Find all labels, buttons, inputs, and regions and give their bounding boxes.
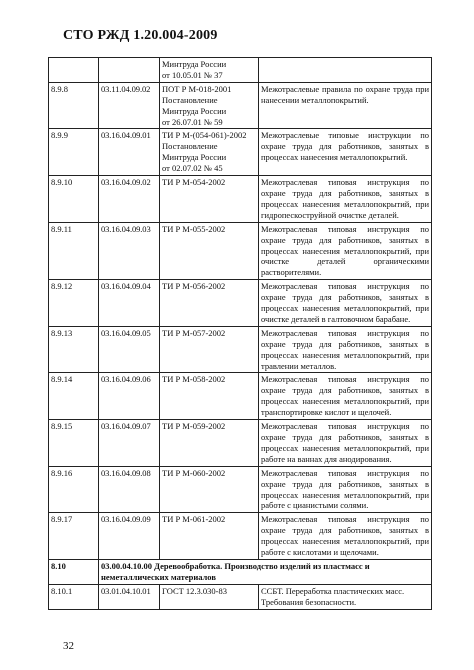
- table-row: [49, 326, 432, 373]
- document-designation: ПОТ Р М-018-2001 Постановление Минтруда России от 26.07.01 № 59: [160, 82, 259, 129]
- page-number: 32: [63, 640, 74, 652]
- item-code: 03.11.04.09.02: [99, 82, 160, 129]
- table-row: [49, 176, 432, 223]
- document-title: Межотраслевая типовая инструкция по охране труда для работников, занятых в процессах нанесения металлопокрытий, при гидропескоструйной очистке деталей.: [259, 176, 432, 223]
- item-number: 8.9.14: [49, 373, 99, 420]
- document-title: Межотраслевая типовая инструкция по охране труда для работников, занятых в процессах нанесения металлопокрытий, при очистке деталей органическими растворителями.: [259, 222, 432, 280]
- item-code: 03.16.04.09.03: [99, 222, 160, 280]
- document-designation: ТИ Р М-061-2002: [160, 513, 259, 560]
- document-title: Межотраслевая типовая инструкция по охране труда для работников, занятых в процессах нанесения металлопокрытий, при транспортировке кислот и щелочей.: [259, 373, 432, 420]
- item-number: 8.9.13: [49, 326, 99, 373]
- item-code: 03.16.04.09.04: [99, 280, 160, 327]
- table-row: [49, 129, 432, 176]
- document-title: Межотраслевые правила по охране труда при нанесении металлопокрытий.: [259, 82, 432, 129]
- table-row: [49, 58, 432, 83]
- item-code: 03.16.04.09.08: [99, 466, 160, 513]
- item-number: 8.9.9: [49, 129, 99, 176]
- document-designation: ТИ Р М-055-2002: [160, 222, 259, 280]
- item-number: 8.9.17: [49, 513, 99, 560]
- item-code: 03.16.04.09.01: [99, 129, 160, 176]
- table-row: [49, 373, 432, 420]
- document-title: Межотраслевая типовая инструкция по охране труда для работников, занятых в процессах нанесения металлопокрытий, при работе с кислотами и щелочами.: [259, 513, 432, 560]
- item-number: 8.9.10: [49, 176, 99, 223]
- table-row: [49, 466, 432, 513]
- item-code: [99, 58, 160, 83]
- document-designation: ТИ Р М-054-2002: [160, 176, 259, 223]
- document-designation: ТИ Р М-060-2002: [160, 466, 259, 513]
- document-designation: ТИ Р М-(054-061)-2002 Постановление Минтруда России от 02.07.02 № 45: [160, 129, 259, 176]
- table-row: [49, 82, 432, 129]
- document-title: Межотраслевая типовая инструкция по охране труда для работников, занятых в процессах нанесения металлопокрытий, при травлении металлов.: [259, 326, 432, 373]
- table-row: [49, 280, 432, 327]
- document-designation: ТИ Р М-057-2002: [160, 326, 259, 373]
- item-code: 03.16.04.09.06: [99, 373, 160, 420]
- item-number: 8.9.15: [49, 420, 99, 467]
- item-number: 8.9.16: [49, 466, 99, 513]
- document-title: ССБТ. Переработка пластических масс. Требования безопасности.: [259, 584, 432, 609]
- document-title: [259, 58, 432, 83]
- item-number: 8.10.1: [49, 584, 99, 609]
- item-code: 03.16.04.09.02: [99, 176, 160, 223]
- section-number: 8.10: [49, 559, 99, 584]
- item-code: 03.16.04.09.05: [99, 326, 160, 373]
- document-designation: Минтруда России от 10.05.01 № 37: [160, 58, 259, 83]
- item-code: 03.16.04.09.09: [99, 513, 160, 560]
- document-title: Межотраслевые типовые инструкции по охране труда для работников, занятых в процессах нанесения металлопокрытий.: [259, 129, 432, 176]
- document-title: Межотраслевая типовая инструкция по охране труда для работников, занятых в процессах нанесения металлопокрытий, при работе с цианистыми солями.: [259, 466, 432, 513]
- document-designation: ГОСТ 12.3.030-83: [160, 584, 259, 609]
- table-row: [49, 584, 432, 609]
- item-code: 03.16.04.09.07: [99, 420, 160, 467]
- item-number: 8.9.12: [49, 280, 99, 327]
- item-number: 8.9.11: [49, 222, 99, 280]
- regulations-table: [48, 57, 432, 610]
- section-title: 03.00.04.10.00 Деревообработка. Производство изделий из пластмасс и неметаллических материалов: [99, 559, 432, 584]
- document-designation: ТИ Р М-056-2002: [160, 280, 259, 327]
- table-row: [49, 222, 432, 280]
- item-number: 8.9.8: [49, 82, 99, 129]
- document-title: Межотраслевая типовая инструкция по охране труда для работников, занятых в процессах нанесения металлопокрытий, при работе на ваннах для анодирования.: [259, 420, 432, 467]
- regulations-table-body: [49, 58, 432, 610]
- table-row: [49, 420, 432, 467]
- table-row: [49, 513, 432, 560]
- document-title: Межотраслевая типовая инструкция по охране труда для работников, занятых в процессах нанесения металлопокрытий, при очистке деталей в галтовочном барабане.: [259, 280, 432, 327]
- section-row: [49, 559, 432, 584]
- document-designation: ТИ Р М-058-2002: [160, 373, 259, 420]
- document-designation: ТИ Р М-059-2002: [160, 420, 259, 467]
- document-header: СТО РЖД 1.20.004-2009: [63, 28, 218, 43]
- item-number: [49, 58, 99, 83]
- item-code: 03.01.04.10.01: [99, 584, 160, 609]
